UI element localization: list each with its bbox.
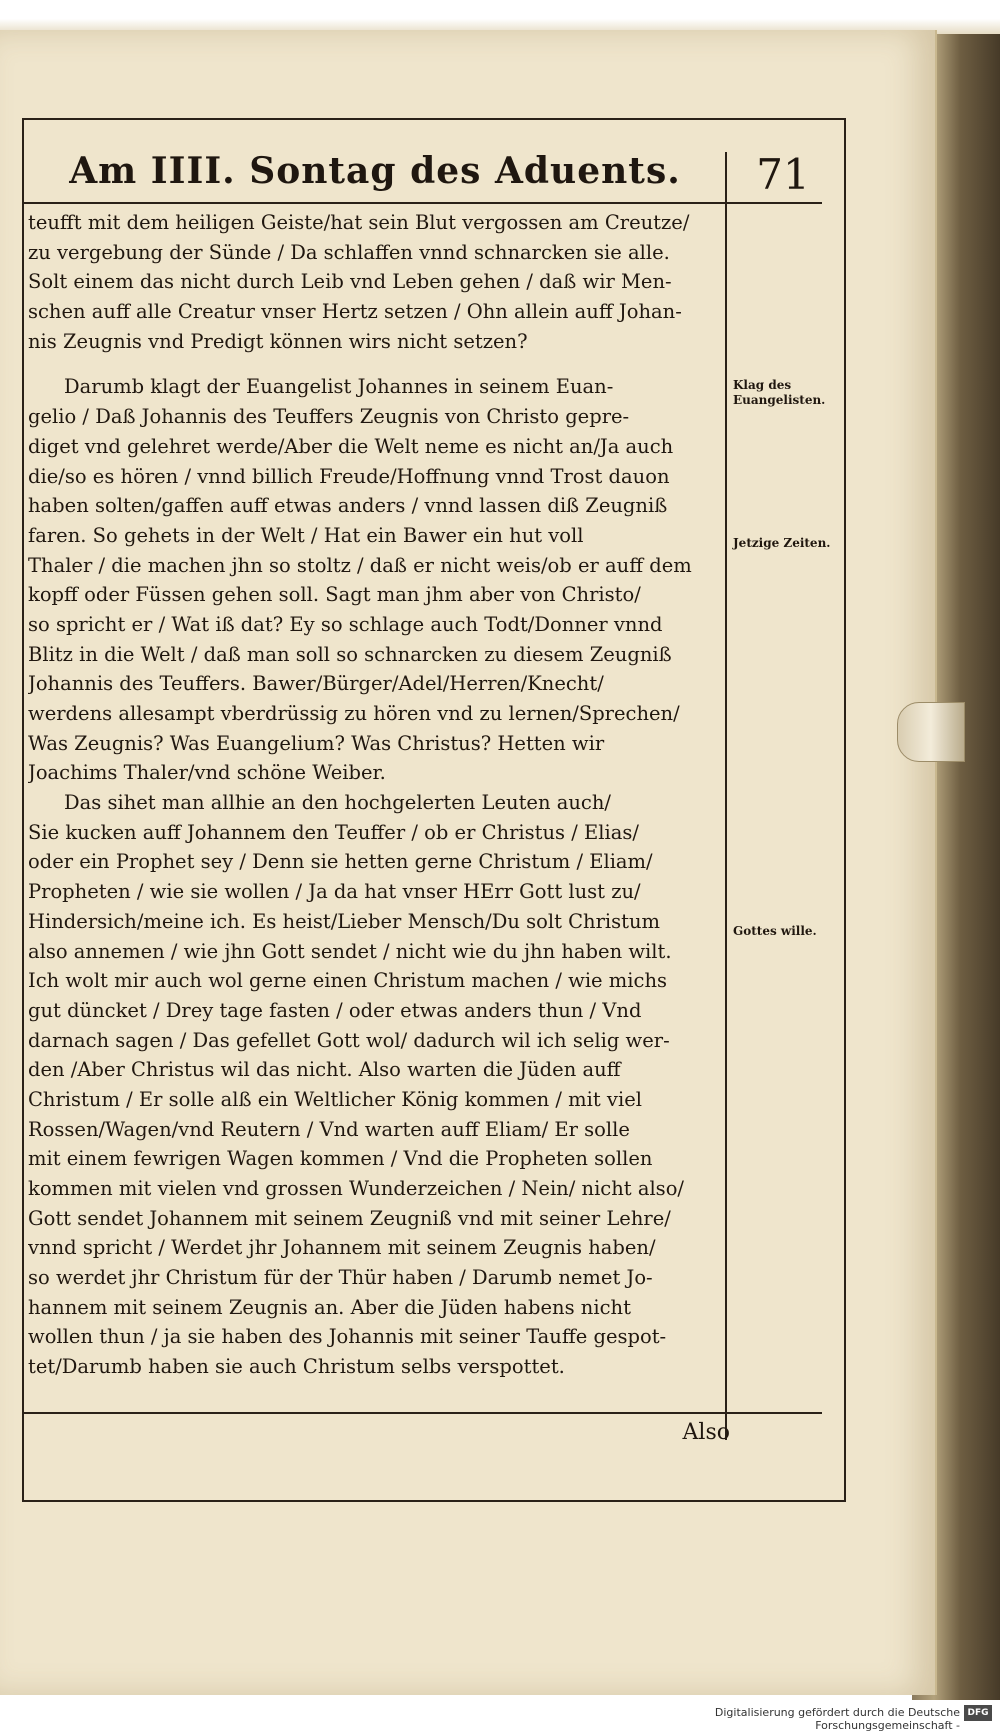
- text-line: nis Zeugnis vnd Predigt können wirs nicht setzen?: [28, 329, 528, 353]
- text-line: so werdet jhr Christum für der Thür haben / Darumb nemet Jo-: [28, 1266, 653, 1290]
- dfg-logo: DFG: [964, 1705, 992, 1721]
- text-line: Was Zeugnis? Was Euangelium? Was Christus? Hetten wir: [28, 731, 605, 755]
- text-line: Joachims Thaler/vnd schöne Weiber.: [28, 761, 386, 785]
- text-line: den /Aber Christus wil das nicht. Also warten die Jüden auff: [28, 1058, 621, 1082]
- paragraph-gap: [28, 356, 723, 372]
- footer-credit: Digitalisierung gefördert durch die Deutsche Forschungsgemeinschaft -: [714, 1706, 960, 1732]
- text-line: gelio / Daß Johannis des Teuffers Zeugnis von Christo gepre-: [28, 405, 630, 429]
- text-line: gut düncket / Drey tage fasten / oder etwas anders thun / Vnd: [28, 998, 642, 1022]
- running-title: Am IIII. Sontag des Aduents.: [69, 150, 681, 192]
- catchword: Also: [682, 1420, 730, 1445]
- text-line: also annemen / wie jhn Gott sendet / nicht wie du jhn haben wilt.: [28, 939, 672, 963]
- text-line: Johannis des Teuffers. Bawer/Bürger/Adel/Herren/Knecht/: [28, 672, 604, 696]
- header-separator: [725, 152, 727, 202]
- book-clip-tab: [897, 702, 965, 762]
- text-line: Sie kucken auff Johannem den Teuffer / ob er Christus / Elias/: [28, 820, 639, 844]
- text-line: Solt einem das nicht durch Leib vnd Leben gehen / daß wir Men-: [28, 270, 672, 294]
- header-rule: [22, 202, 822, 204]
- text-line: kopff oder Füssen gehen soll. Sagt man jhm aber von Christo/: [28, 583, 641, 607]
- marginal-note-zeiten: Jetzige Zeiten.: [733, 536, 831, 550]
- text-line: schen auff alle Creatur vnser Hertz setzen / Ohn allein auff Johan-: [28, 300, 682, 324]
- text-line: darnach sagen / Das gefellet Gott wol/ dadurch wil ich selig wer-: [28, 1028, 670, 1052]
- text-line: teufft mit dem heiligen Geiste/hat sein Blut vergossen am Creutze/: [28, 211, 690, 234]
- text-line: Propheten / wie sie wollen / Ja da hat vnser HErr Gott lust zu/: [28, 880, 641, 904]
- text-line: faren. So gehets in der Welt / Hat ein Bawer ein hut voll: [28, 523, 584, 547]
- text-line: wollen thun / ja sie haben des Johannis mit seiner Tauffe gespot-: [28, 1325, 667, 1349]
- text-line: zu vergebung der Sünde / Da schlaffen vnnd schnarcken sie alle.: [28, 240, 670, 264]
- text-line: werdens allesampt vberdrüssig zu hören vnd zu lernen/Sprechen/: [28, 702, 680, 725]
- text-line: Gott sendet Johannem mit seinem Zeugniß vnd mit seiner Lehre/: [28, 1206, 671, 1230]
- text-line: Ich wolt mir auch wol gerne einen Christum machen / wie michs: [28, 969, 668, 993]
- text-line: mit einem fewrigen Wagen kommen / Vnd die Propheten sollen: [28, 1147, 653, 1171]
- page-number: 71: [756, 150, 810, 199]
- marginal-column-rule: [725, 200, 727, 1440]
- text-line: Thaler / die machen jhn so stoltz / daß er nicht weis/ob er auff dem: [28, 553, 692, 577]
- text-line: vnnd spricht / Werdet jhr Johannem mit seinem Zeugnis haben/: [28, 1236, 656, 1260]
- text-line: diget vnd gelehret werde/Aber die Welt neme es nicht an/Ja auch: [28, 434, 674, 458]
- text-line: haben solten/gaffen auff etwas anders / vnnd lassen diß Zeugniß: [28, 494, 668, 518]
- bottom-rule: [22, 1412, 822, 1414]
- text-line: Das sihet man allhie an den hochgelerten Leuten auch/: [64, 791, 611, 815]
- text-line: Christum / Er solle alß ein Weltlicher König kommen / mit viel: [28, 1087, 642, 1111]
- body-text: [28, 208, 723, 1382]
- text-line: oder ein Prophet sey / Denn sie hetten gerne Christum / Eliam/: [28, 850, 653, 874]
- text-line: Darumb klagt der Euangelist Johannes in seinem Euan-: [64, 375, 614, 399]
- text-line: kommen mit vielen vnd grossen Wunderzeichen / Nein/ nicht also/: [28, 1177, 685, 1200]
- text-line: die/so es hören / vnnd billich Freude/Hoffnung vnnd Trost dauon: [28, 464, 670, 488]
- top-margin-strip: [0, 0, 1000, 34]
- text-line: tet/Darumb haben sie auch Christum selbs verspottet.: [28, 1355, 565, 1379]
- text-line: Blitz in die Welt / daß man soll so schnarcken zu diesem Zeugniß: [28, 642, 672, 666]
- text-line: so spricht er / Wat iß dat? Ey so schlage auch Todt/Donner vnnd: [28, 612, 663, 636]
- text-line: Rossen/Wagen/vnd Reutern / Vnd warten auff Eliam/ Er solle: [28, 1117, 630, 1141]
- text-line: Hindersich/meine ich. Es heist/Lieber Mensch/Du solt Christum: [28, 909, 661, 933]
- marginal-note-klag: Klag des Euangelisten.: [733, 378, 826, 407]
- text-line: hannem mit seinem Zeugnis an. Aber die Jüden habens nicht: [28, 1295, 631, 1319]
- marginal-note-gottes-wille: Gottes wille.: [733, 924, 817, 938]
